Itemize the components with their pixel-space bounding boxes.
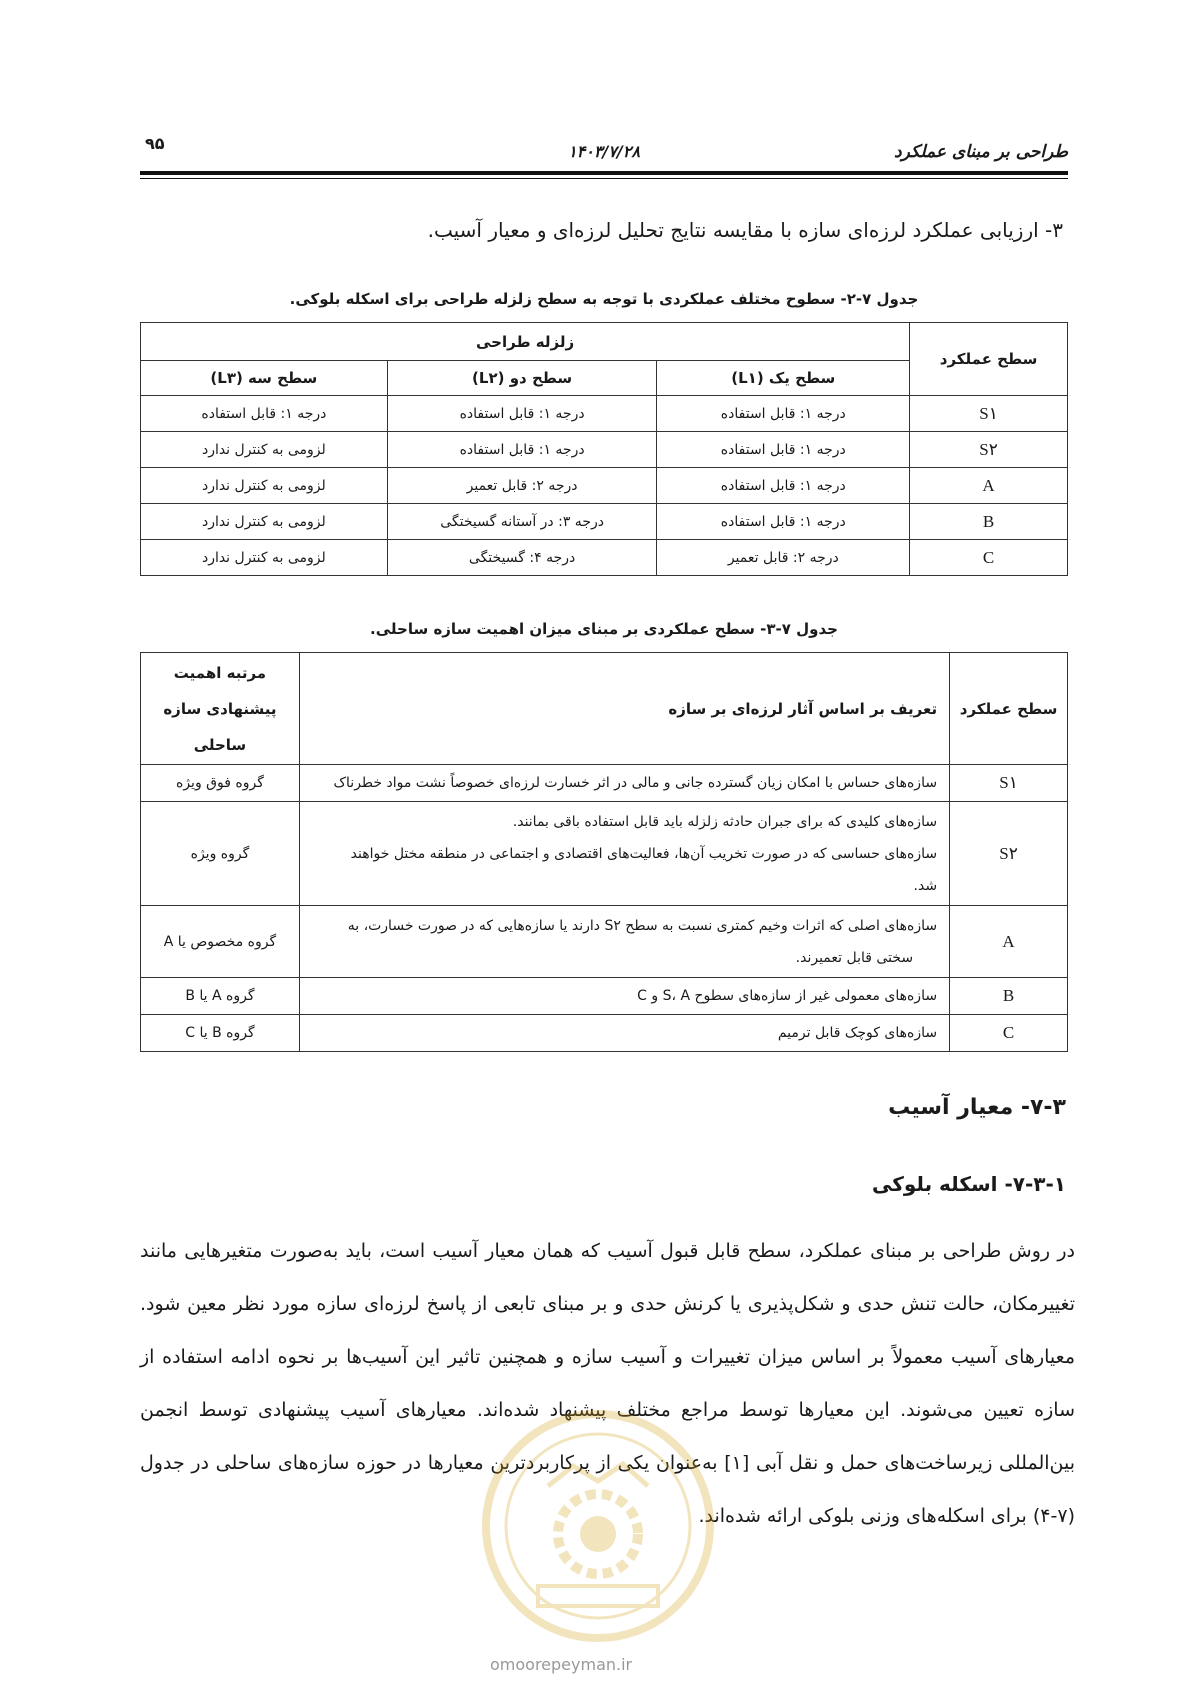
t1-level-cell: B [910,504,1068,540]
table-performance-levels [140,322,1068,576]
table-row [141,432,1068,468]
t2-desc-cell [299,802,949,906]
table-row [141,504,1068,540]
t2-desc-line: سازه‌های حساس با امکان زیان گسترده جانی و مالی در اثر خسارت لرزه‌ای خصوصاً نشت مواد خطرناک [333,775,938,791]
t1-cell: درجه ۱: قابل استفاده [387,432,657,468]
table-row [141,396,1068,432]
t2-rank-cell: گروه فوق ویژه [141,765,300,802]
watermark-url: omoorepeyman.ir [490,1655,633,1674]
table-row [141,978,1068,1015]
t2-desc-line: سازه‌های کوچک قابل ترمیم [777,1025,938,1041]
table-row [141,906,1068,978]
t1-cell: درجه ۲: قابل تعمیر [657,540,910,576]
t1-header-l2: سطح دو (L۲) [387,361,657,396]
t1-cell: درجه ۱: قابل استفاده [141,396,388,432]
t1-cell: لزومی به کنترل ندارد [141,432,388,468]
t2-desc-line: شد. [913,877,938,894]
header-date: ۱۴۰۳/۷/۲۸ [568,142,640,161]
header-rule-thin [140,178,1068,179]
table-row [141,1015,1068,1052]
t1-header-design-eq: زلزله طراحی [141,323,910,361]
t2-header-rank [141,653,300,765]
t1-cell: درجه ۱: قابل استفاده [657,432,910,468]
table-row [141,802,1068,906]
t1-header-l1: سطح یک (L۱) [657,361,910,396]
t2-rank-cell: گروه B یا C [141,1015,300,1052]
t2-desc-line: سازه‌های کلیدی که برای جبران حادثه زلزله باید قابل استفاده باقی بمانند. [512,813,938,830]
t2-header-desc: تعریف بر اساس آثار لرزه‌ای بر سازه [299,653,949,765]
t2-header-rank-line: ساحلی [193,735,247,754]
t2-desc-cell [299,1015,949,1052]
t2-level-cell: A [950,906,1068,978]
t2-header-level: سطح عملکرد [950,653,1068,765]
page-number: ۹۵ [145,134,165,153]
t1-cell: درجه ۳: در آستانه گسیختگی [387,504,657,540]
t1-level-cell: S۱ [910,396,1068,432]
subsection-heading: ۷-۳-۱- اسکله بلوکی [872,1172,1066,1196]
table-row [141,468,1068,504]
table1-caption: جدول ۷-۲- سطوح مختلف عملکردی با توجه به سطح زلزله طراحی برای اسکله بلوکی. [289,290,919,308]
t2-header-rank-line: مرتبه اهمیت [173,663,267,682]
t1-level-cell: A [910,468,1068,504]
t2-level-cell: B [950,978,1068,1015]
t2-level-cell: S۲ [950,802,1068,906]
t2-desc-cell [299,978,949,1015]
t2-desc-cell [299,765,949,802]
running-title: طراحی بر مبنای عملکرد [894,142,1068,162]
t1-cell: درجه ۴: گسیختگی [387,540,657,576]
t2-header-rank-line: پیشنهادی سازه [163,699,277,718]
t1-cell: درجه ۲: قابل تعمیر [387,468,657,504]
t2-rank-cell: گروه مخصوص یا A [141,906,300,978]
t1-cell: لزومی به کنترل ندارد [141,468,388,504]
table-row [141,540,1068,576]
t1-cell: لزومی به کنترل ندارد [141,540,388,576]
t1-cell: درجه ۱: قابل استفاده [387,396,657,432]
t1-level-cell: C [910,540,1068,576]
t1-header-level: سطح عملکرد [910,323,1068,396]
t2-rank-cell: گروه A یا B [141,978,300,1015]
t1-cell: درجه ۱: قابل استفاده [657,396,910,432]
t2-desc-line: سازه‌های حساسی که در صورت تخریب آن‌ها، فعالیت‌های اقتصادی و اجتماعی در منطقه مختل خواهند [350,845,938,862]
header-rule-thick [140,171,1068,175]
t1-cell: درجه ۱: قابل استفاده [657,468,910,504]
t2-desc-cell [299,906,949,978]
t2-rank-cell: گروه ویژه [141,802,300,906]
t2-level-cell: C [950,1015,1068,1052]
table-importance-levels [140,652,1068,1052]
t2-desc-line: سازه‌های معمولی غیر از سازه‌های سطوح S، A و C [637,988,938,1004]
t2-level-cell: S۱ [950,765,1068,802]
t2-desc-line: سازه‌های اصلی که اثرات وخیم کمتری نسبت به سطح S۲ دارند یا سازه‌هایی که در صورت خسارت، به [347,917,938,934]
section-heading: ۷-۳- معیار آسیب [888,1095,1066,1120]
intro-item: ۳- ارزیابی عملکرد لرزه‌ای سازه با مقایسه نتایج تحلیل لرزه‌ای و معیار آسیب. [427,218,1063,242]
t2-desc-line: سختی قابل تعمیرند. [795,949,914,966]
t1-cell: لزومی به کنترل ندارد [141,504,388,540]
table2-caption: جدول ۷-۳- سطح عملکردی بر مبنای میزان اهمیت سازه ساحلی. [370,620,838,638]
body-paragraph: در روش طراحی بر مبنای عملکرد، سطح قابل قبول آسیب که همان معیار آسیب است، باید به‌صورت متغیرهایی مانند تغییرمکان، حالت تنش حدی و شکل‌پذیری یا کرنش حدی و بر مبنای تابعی از پاسخ لرزه‌ای سازه مورد نظر معین شود. معیارهای آسیب معمولاً بر اساس میزان تغییرات و آسیب سازه و همچنین تاثیر این آسیب‌ها بر نحوه ادامه استفاده از سازه تعیین می‌شوند. این معیارها توسط مراجع مختلف پیشنهاد شده‌اند. معیارهای آسیب پیشنهادی توسط انجمن بین‌المللی زیرساخت‌های حمل و نقل آبی [۱] به‌عنوان یکی از پرکاربردترین معیارها در حوزه سازه‌های ساحلی در جدول (۷-۴) برای اسکله‌های وزنی بلوکی ارائه شده‌اند. [140,1240,1075,1527]
t1-header-l3: سطح سه (L۳) [141,361,388,396]
t1-level-cell: S۲ [910,432,1068,468]
seal-logo-icon [478,1406,718,1646]
table-row [141,765,1068,802]
t1-cell: درجه ۱: قابل استفاده [657,504,910,540]
